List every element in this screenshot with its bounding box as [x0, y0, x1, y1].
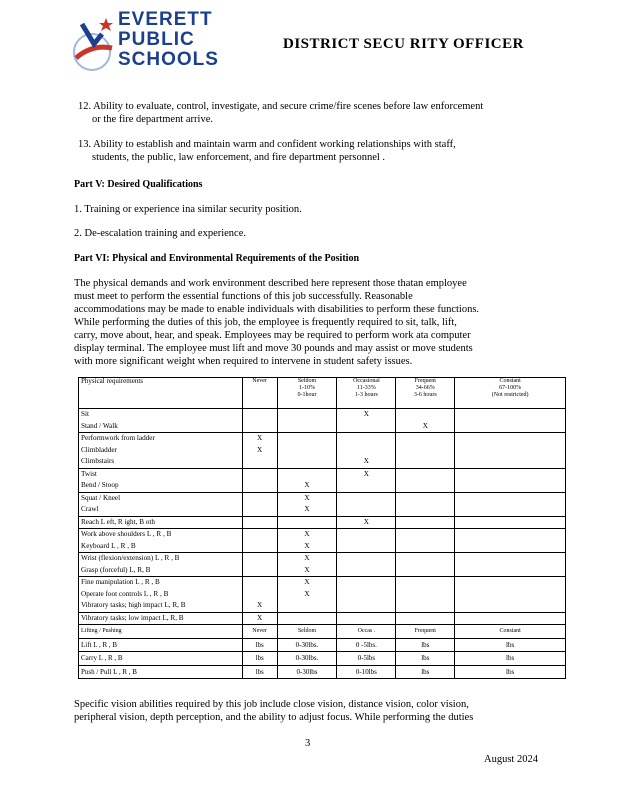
table-cell-mark	[455, 516, 566, 529]
table-cell-mark: X	[337, 468, 396, 492]
table-row	[79, 492, 566, 516]
table-cell-mark	[455, 577, 566, 613]
part-6-heading: Part VI: Physical and Environmental Requirements of the Position	[74, 253, 360, 264]
table-cell-mark	[242, 492, 277, 516]
lift-label: Lift L , R , B	[79, 638, 243, 652]
lift-value: lbs	[396, 652, 455, 666]
table-cell-mark: X	[242, 577, 277, 613]
table-cell-label: Performwork from ladder Climbladder Climbstairs	[79, 433, 243, 469]
lift-row	[79, 652, 566, 666]
table-cell-mark: X	[337, 433, 396, 469]
lift-header-cell: Lifting / Pushing	[79, 625, 243, 639]
table-cell-mark	[455, 492, 566, 516]
table-cell-label: Sit Stand / Walk	[79, 409, 243, 433]
table-cell-mark: X X	[277, 553, 337, 577]
table-cell-mark	[396, 529, 455, 553]
lift-value: lbs	[242, 652, 277, 666]
table-cell-mark	[455, 553, 566, 577]
table-cell-label: Work above shoulders L , R , B Keyboard L , R , B	[79, 529, 243, 553]
table-cell-mark	[242, 553, 277, 577]
lift-value: lbs	[455, 652, 566, 666]
table-cell-mark	[277, 433, 337, 469]
table-cell-mark	[277, 409, 337, 433]
table-cell-mark	[396, 433, 455, 469]
lift-label: Push / Pull L , R , B	[79, 665, 243, 679]
table-cell-mark	[396, 516, 455, 529]
table-cell-mark	[242, 409, 277, 433]
item-13: 13. Ability to establish and maintain warm and confident working relationships with staff,	[78, 139, 456, 150]
lift-value: lbs	[396, 638, 455, 652]
table-cell-mark	[277, 612, 337, 625]
table-cell-mark	[455, 468, 566, 492]
table-cell-mark	[396, 492, 455, 516]
table-cell-mark: X	[277, 468, 337, 492]
physical-requirements-table	[78, 377, 566, 679]
para-line: carry, move about, hear, and speak. Employees may be required to perform work ata computer	[74, 330, 471, 341]
para-line: display terminal. The employee must lift and move 30 pounds and may assist or move students	[74, 343, 473, 354]
lift-value: lbs	[396, 665, 455, 679]
table-cell-mark	[242, 516, 277, 529]
logo-globe-icon	[72, 14, 116, 76]
district-logo	[78, 10, 248, 80]
lift-value: lbs	[455, 638, 566, 652]
table-cell-mark	[337, 612, 396, 625]
table-row	[79, 612, 566, 625]
table-row	[79, 433, 566, 469]
table-cell-mark: X X	[277, 492, 337, 516]
qualification-2: 2. De-escalation training and experience.	[74, 228, 247, 239]
table-cell-label: Reach L eft, R ight, B oth	[79, 516, 243, 529]
table-header-cell: Constant 67-100% (Not restricted)	[455, 378, 566, 409]
page-number: 3	[305, 738, 311, 749]
table-cell-mark	[337, 577, 396, 613]
table-cell-mark: X	[396, 409, 455, 433]
table-row	[79, 516, 566, 529]
table-cell-mark	[455, 612, 566, 625]
table-cell-mark	[455, 529, 566, 553]
lift-row	[79, 638, 566, 652]
lift-header-cell: Frequent	[396, 625, 455, 639]
lift-value: 0-30lbs.	[277, 652, 337, 666]
lift-header-cell: Never	[242, 625, 277, 639]
table-cell-mark	[337, 529, 396, 553]
logo-line1: EVERETT	[118, 9, 213, 30]
lift-header-cell: Occas .	[337, 625, 396, 639]
logo-line2: PUBLIC	[118, 29, 195, 50]
table-row	[79, 553, 566, 577]
table-cell-mark	[455, 433, 566, 469]
vision-line-1: Specific vision abilities required by this job include close vision, distance vision, color vision,	[74, 699, 469, 710]
table-row	[79, 529, 566, 553]
item-12: 12. Ability to evaluate, control, investigate, and secure crime/fire scenes before law enforcement	[78, 101, 484, 112]
para-line: must meet to perform the essential functions of this job successfully. Reasonable	[74, 291, 413, 302]
table-cell-mark	[396, 577, 455, 613]
lift-value: 0-30lbs.	[277, 638, 337, 652]
table-header-cell: Never	[242, 378, 277, 409]
para-line: The physical demands and work environment described here represent those thatan employee	[74, 278, 467, 289]
table-cell-mark: X	[337, 516, 396, 529]
table-cell-label: Vibratory tasks; low impact L, R, B	[79, 612, 243, 625]
lift-value: 0-30lbs	[277, 665, 337, 679]
lift-value: lbs	[242, 638, 277, 652]
lift-value: 0-10lbs	[337, 665, 396, 679]
table-row	[79, 409, 566, 433]
table-cell-label: Squat / Kneel Crawl	[79, 492, 243, 516]
para-line: While performing the duties of this job, the employee is frequently required to sit, talk, lift,	[74, 317, 457, 328]
part-5-heading: Part V: Desired Qualifications	[74, 179, 203, 190]
qualification-1: 1. Training or experience ina similar security position.	[74, 204, 302, 215]
table-cell-mark: X	[337, 409, 396, 433]
table-cell-mark: X	[242, 612, 277, 625]
table-row	[79, 577, 566, 613]
lift-value: 0-5lbs	[337, 652, 396, 666]
table-header-row	[79, 378, 566, 409]
para-line: with more significant weight when required to intervene in student safety issues.	[74, 356, 413, 367]
lift-header-cell: Constant	[455, 625, 566, 639]
table-cell-mark	[337, 553, 396, 577]
item-12-cont: or the fire department arrive.	[92, 114, 213, 125]
document-date: August 2024	[484, 754, 538, 765]
table-header-cell: Physical requirements	[79, 378, 243, 409]
lift-row	[79, 665, 566, 679]
table-cell-mark	[242, 529, 277, 553]
table-row	[79, 468, 566, 492]
table-cell-mark: X X	[242, 433, 277, 469]
document-title: DISTRICT SECU RITY OFFICER	[283, 36, 524, 52]
table-header-cell: Seldom 1-10% 0-1hour	[277, 378, 337, 409]
para-line: accommodations may be made to enable individuals with disabilities to perform these functions.	[74, 304, 480, 315]
lift-header-row	[79, 625, 566, 639]
physical-demands-paragraph	[74, 277, 574, 368]
lift-value: 0 -5lbs.	[337, 638, 396, 652]
lift-label: Carry L , R , B	[79, 652, 243, 666]
item-13-cont: students, the public, law enforcement, and fire department personnel .	[92, 152, 386, 163]
table-cell-label: Wrist (flexion/extension) L , R , B Grasp (forceful) L, R, B	[79, 553, 243, 577]
table-cell-mark	[396, 468, 455, 492]
table-cell-mark	[455, 409, 566, 433]
table-header-cell: Occasional 11-33% 1-3 hours	[337, 378, 396, 409]
logo-line3: SCHOOLS	[118, 49, 219, 70]
lift-value: lbs	[242, 665, 277, 679]
table-cell-mark: X X	[277, 577, 337, 613]
lift-header-cell: Seldom	[277, 625, 337, 639]
table-header-cell: Frequent 34-66% 3-6 hours	[396, 378, 455, 409]
table-cell-mark	[396, 553, 455, 577]
table-cell-mark	[242, 468, 277, 492]
table-cell-mark: X X	[277, 529, 337, 553]
table-cell-mark	[277, 516, 337, 529]
table-cell-label: Fine manipulation L , R , B Operate foot controls L , R , B Vibratory tasks; high impact L, R, B	[79, 577, 243, 613]
vision-line-2: peripheral vision, depth perception, and the ability to adjust focus. While performing the duties	[74, 712, 474, 723]
table-cell-label: Twist Bend / Stoop	[79, 468, 243, 492]
lift-value: lbs	[455, 665, 566, 679]
table-cell-mark	[396, 612, 455, 625]
table-cell-mark	[337, 492, 396, 516]
